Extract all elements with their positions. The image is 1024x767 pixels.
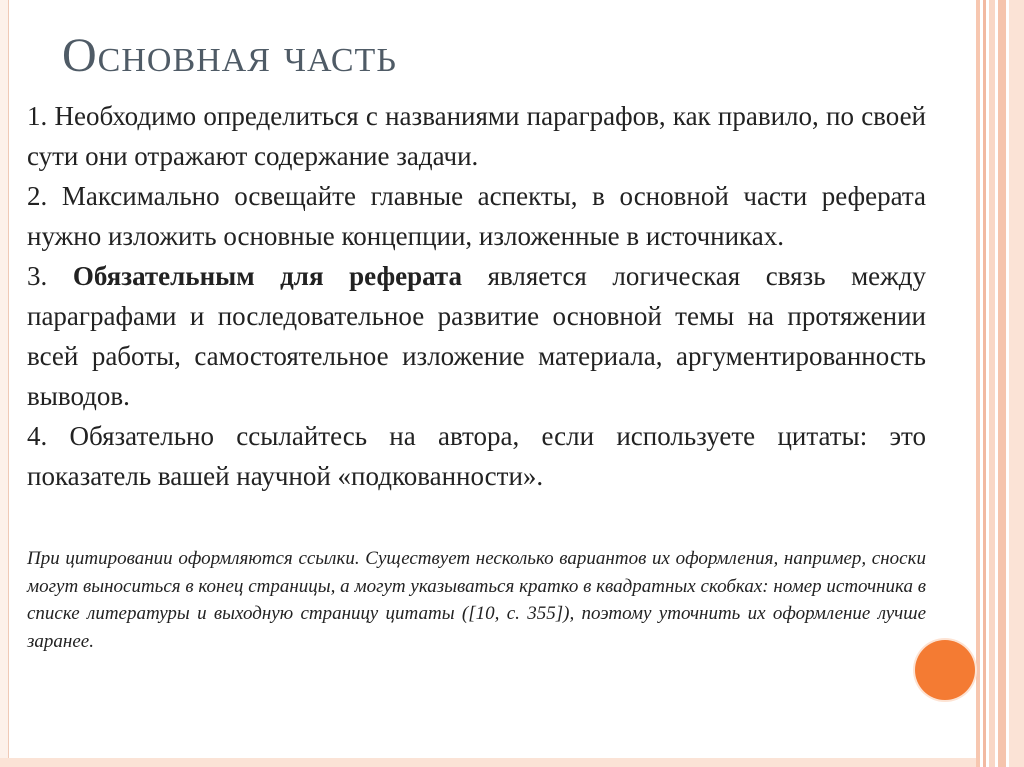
right-stripe-decoration xyxy=(1009,0,1024,767)
point-number: 4. xyxy=(27,421,48,451)
point-text: Максимально освещайте главные аспекты, в основной части реферата нужно изложить основные концепции, изложенные в источниках. xyxy=(27,181,926,251)
right-stripe-decoration xyxy=(998,0,1006,767)
point-1 xyxy=(27,96,926,176)
slide-body xyxy=(27,96,926,496)
bottom-band-decoration xyxy=(0,758,976,767)
accent-circle-decoration xyxy=(915,640,975,700)
slide-title: Основная часть xyxy=(62,29,397,82)
point-4 xyxy=(27,416,926,496)
point-number: 3. xyxy=(27,261,48,291)
right-stripe-decoration xyxy=(989,0,995,767)
point-number: 1. xyxy=(27,101,48,131)
left-border-decoration xyxy=(0,0,8,767)
point-3 xyxy=(27,256,926,416)
point-text: является логическая связь между параграфами и последовательное развитие основной темы на протяжении всей работы, самостоятельное изложение материала, аргументированность выводов. xyxy=(27,261,927,411)
point-2 xyxy=(27,176,926,256)
right-stripe-decoration xyxy=(976,0,980,767)
point-bold-text: Обязательным для реферата xyxy=(72,261,463,291)
citation-note: При цитировании оформляются ссылки. Существует несколько вариантов их оформления, например, сноски могут выноситься в конец страницы, а могут указываться кратко в квадратных скобках: номер источника в списке литературы и выходную страницу цитаты ([10, с. 355]), поэтому уточнить их оформление лучше заранее. xyxy=(27,548,926,652)
point-text: Необходимо определиться с названиями параграфов, как правило, по своей сути они отражают содержание задачи. xyxy=(27,101,927,171)
point-text: Обязательно ссылайтесь на автора, если используете цитаты: это показатель вашей научной «подкованности». xyxy=(27,421,926,491)
point-number: 2. xyxy=(27,181,48,211)
right-stripe-decoration xyxy=(983,0,986,767)
